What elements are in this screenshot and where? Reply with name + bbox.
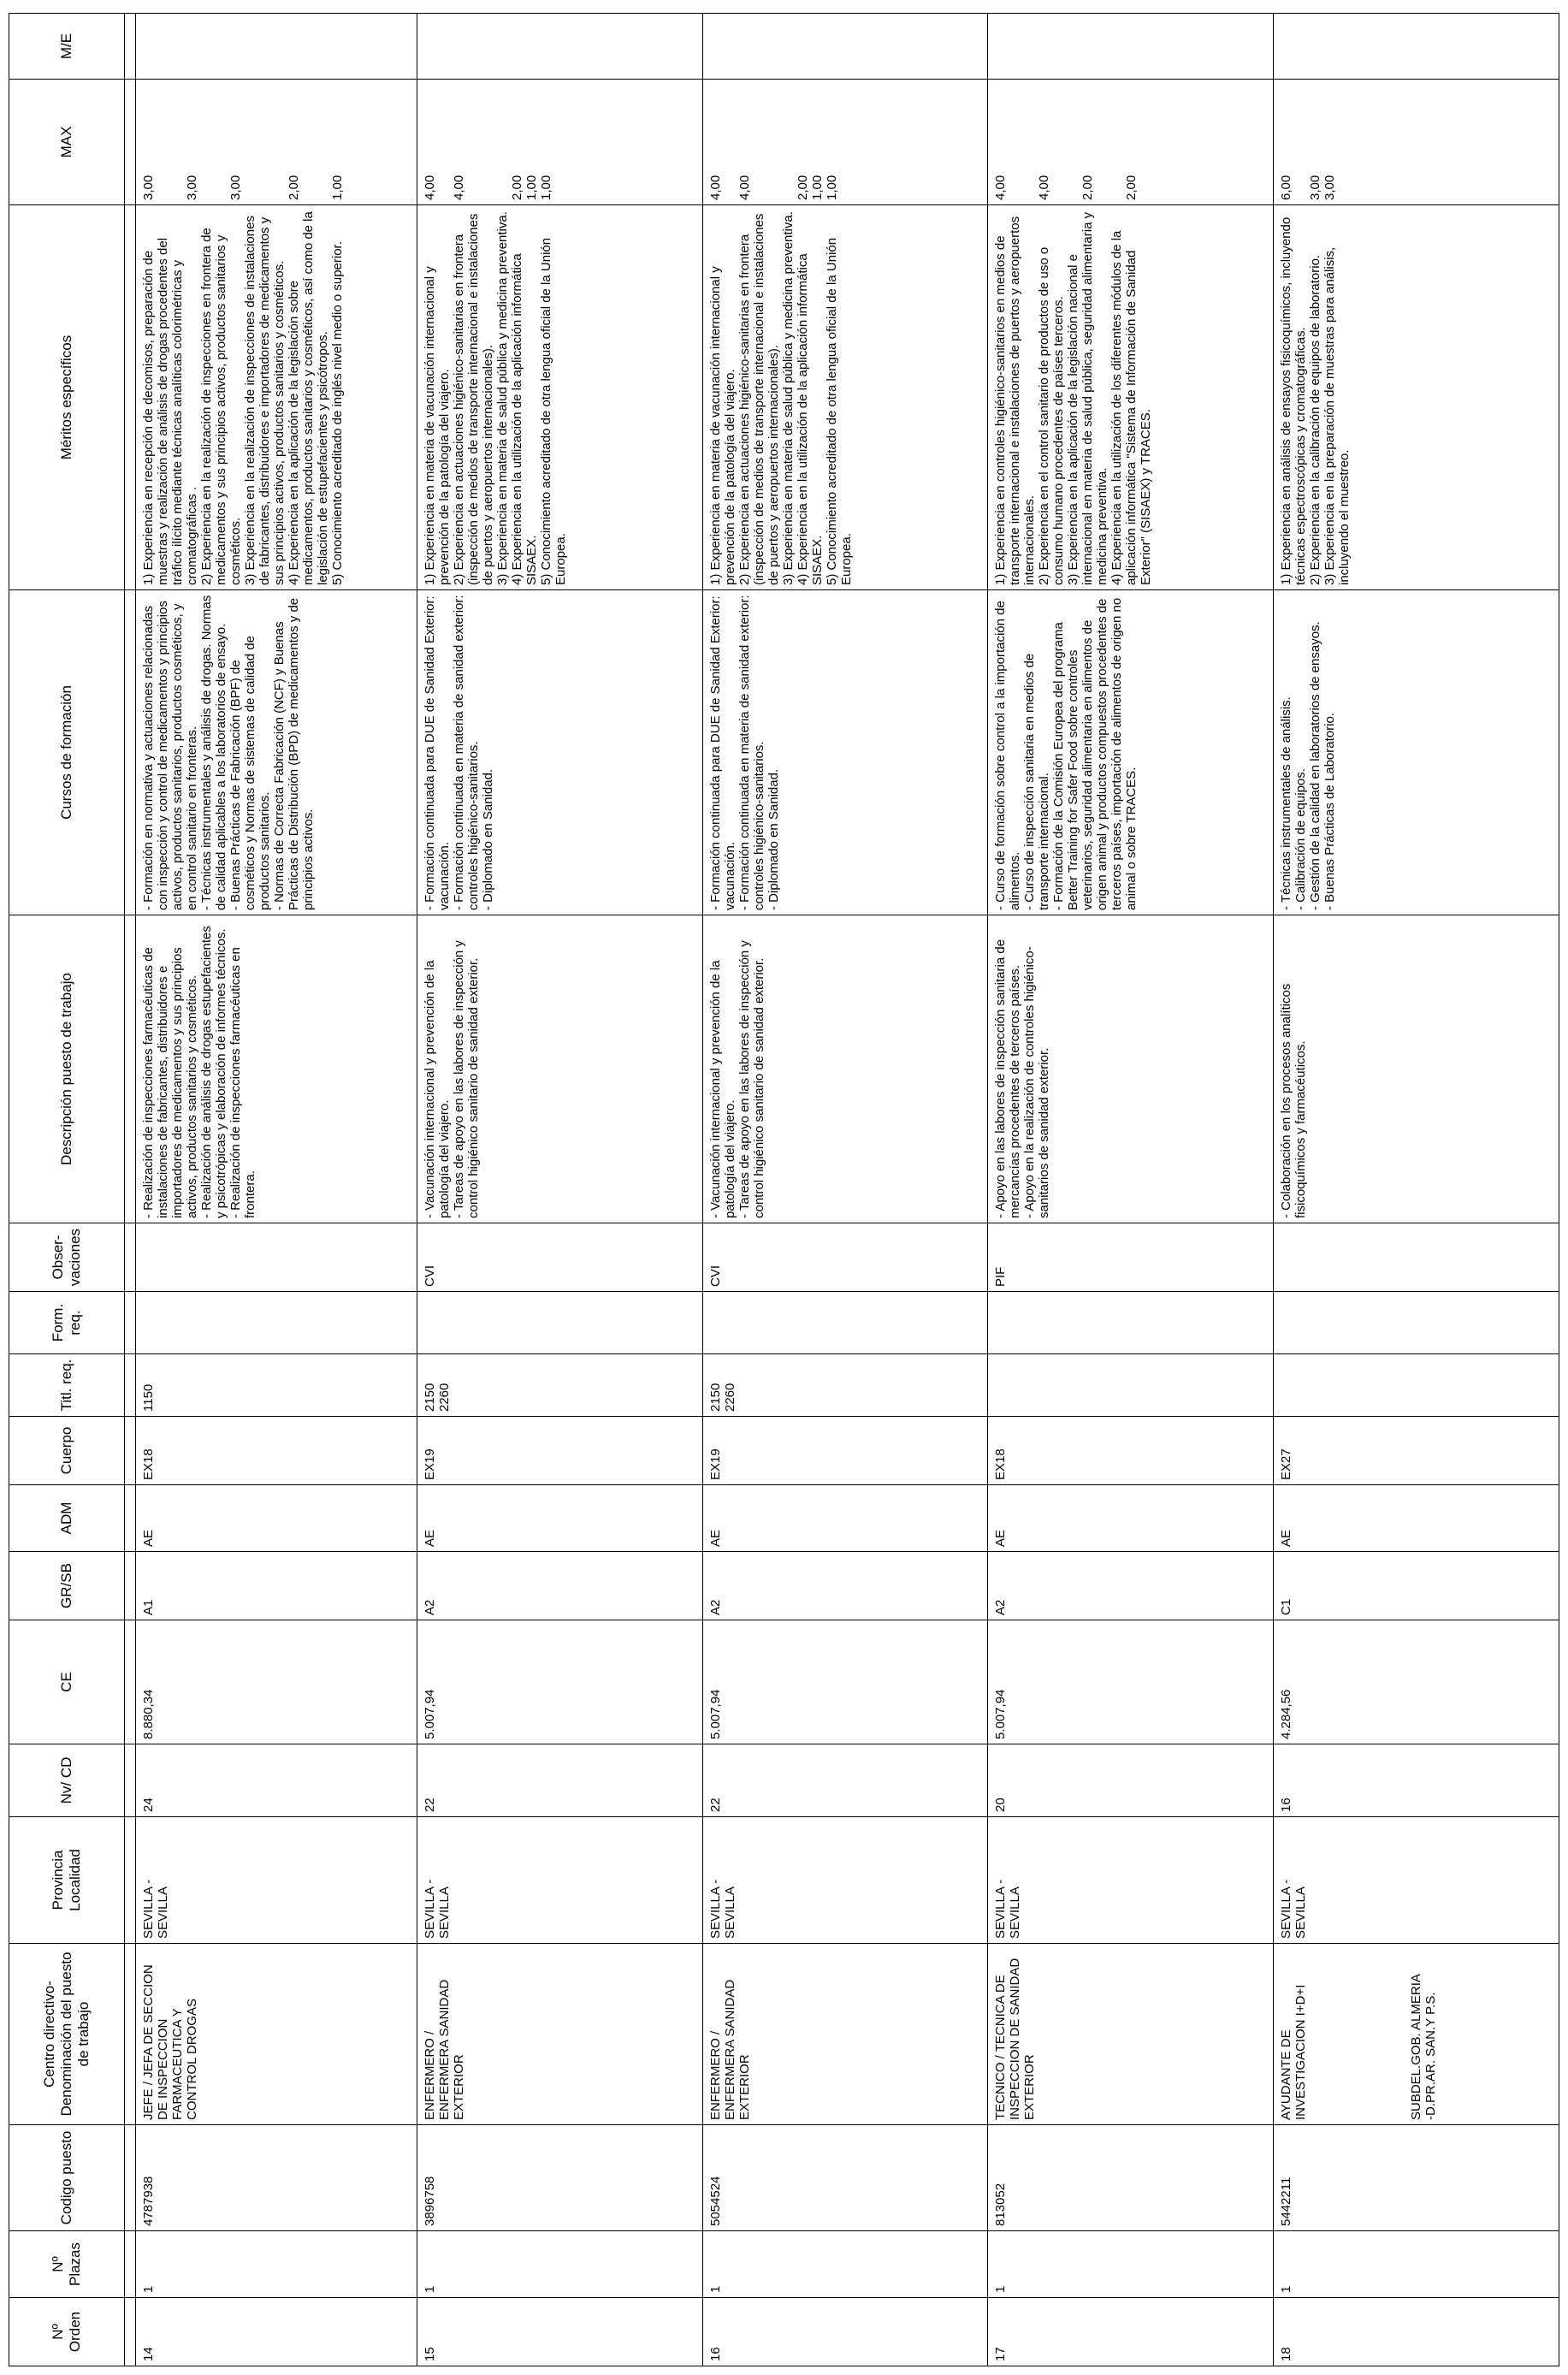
- cell-titreq: 2150 2260: [702, 1354, 988, 1417]
- cell-ce: 5.007,94: [417, 1620, 702, 1744]
- header-nivel: Nv/ CD: [9, 1744, 125, 1817]
- cell-orden: 14: [136, 2298, 417, 2366]
- cell-plazas: 1: [1274, 2231, 1559, 2298]
- cell-descripcion: - Vacunación internacional y prevención de la patología del viajero. - Tareas de apoyo en las labores de inspección y control higiénico sanitario de sanidad exterior.: [702, 915, 988, 1223]
- cell-adm: AE: [417, 1485, 702, 1552]
- cell-orden: 18: [1274, 2298, 1559, 2366]
- cell-adm: AE: [988, 1485, 1274, 1552]
- cell-codigo: 813052: [988, 2125, 1274, 2231]
- cell-meritos: 1) Experiencia en controles higiénico-sanitarios en medios de transporte internacional e instalaciones de puertos y aeropuertos internacionales. 2) Experiencia en el control sanitario de productos de uso o consumo humano procedentes de países terceros. 3) Experiencia en la aplicación de la legislación nacional e internacional en materia de salud pública, seguridad alimentaria y medicina preventiva. 4) Experiencia en la utilización de los diferentes módulos de la aplicación informática "Sistema de Información de Sanidad Exterior" (SISAEX) y TRACES.: [988, 205, 1274, 590]
- cell-max: 6,00 3,00 3,00: [1274, 80, 1559, 205]
- cell-cuerpo: EX18: [136, 1417, 417, 1485]
- cell-descripcion: - Apoyo en las labores de inspección sanitaria de mercancías procedentes de terceros países. - Apoyo en la realización de controles higiénico-sanitarios de sanidad exterior.: [988, 915, 1274, 1223]
- header-max: MAX: [9, 80, 125, 205]
- cell-formreq: [702, 1292, 988, 1354]
- table-row: [702, 14, 988, 2366]
- cell-me: [1274, 14, 1559, 80]
- cell-meritos: 1) Experiencia en recepción de decomisos, preparación de muestras y realización de análisis de drogas procedentes del tráfico ilícito mediante técnicas analíticas colorimétricas y cromatográficas . 2) Experiencia en la realización de inspecciones en frontera de medicamentos y sus principios activos, productos sanitarios y cosméticos. 3) Experiencia en la realización de inspecciones de instalaciones de fabricantes, distribuidores e importadores de medicamentos y sus principios activos, productos sanitarios y cosméticos. 4) Experiencia en la aplicación de la legislación sobre medicamentos, productos sanitarios y cosméticos, así como de la legislación de estupefacientes y psicótropos. 5) Conocimiento acreditado de inglés nivel medio o superior.: [136, 205, 417, 590]
- cell-grsb: A2: [988, 1552, 1274, 1620]
- cell-formreq: [988, 1292, 1274, 1354]
- cell-me: [988, 14, 1274, 80]
- cell-max: 3,00 3,00 3,00 2,00 1,00: [136, 80, 417, 205]
- cell-plazas: 1: [988, 2231, 1274, 2298]
- cell-titreq: [1274, 1354, 1559, 1417]
- cell-cuerpo: EX19: [417, 1417, 702, 1485]
- cell-titreq: 1150: [136, 1354, 417, 1417]
- cell-cuerpo: EX27: [1274, 1417, 1559, 1485]
- cell-ce: 4.284,56: [1274, 1620, 1559, 1744]
- cell-provincia: SEVILLA - SEVILLA: [988, 1817, 1274, 1944]
- header-row: [9, 14, 125, 2366]
- cell-grsb: A2: [417, 1552, 702, 1620]
- cell-cuerpo: EX19: [702, 1417, 988, 1485]
- cell-titreq: 2150 2260: [417, 1354, 702, 1417]
- cell-grsb: C1: [1274, 1552, 1559, 1620]
- cell-centro: [1274, 1944, 1559, 2125]
- cell-adm: AE: [702, 1485, 988, 1552]
- cell-max: 4,00 4,00 2,00 1,00 1,00: [702, 80, 988, 205]
- cell-plazas: 1: [136, 2231, 417, 2298]
- header-orden: Nº Orden: [9, 2298, 125, 2366]
- cell-nivel: 22: [417, 1744, 702, 1817]
- cell-centro: ENFERMERO / ENFERMERA SANIDAD EXTERIOR: [702, 1944, 988, 2125]
- cell-provincia: SEVILLA - SEVILLA: [702, 1817, 988, 1944]
- cell-me: [702, 14, 988, 80]
- cell-ce: 5.007,94: [988, 1620, 1274, 1744]
- header-codigo: Codigo puesto: [9, 2125, 125, 2231]
- cell-me: [136, 14, 417, 80]
- header-grsb: GR/SB: [9, 1552, 125, 1620]
- header-plazas: Nº Plazas: [9, 2231, 125, 2298]
- cell-nivel: 22: [702, 1744, 988, 1817]
- cell-cursos: - Formación en normativa y actuaciones relacionadas con inspección y control de medicamentos y principios activos, productos sanitarios, productos cosméticos, y en control sanitario en fronteras. - Técnicas instrumentales y análisis de drogas. Normas de calidad aplicables a los laboratorios de ensayo. - Buenas Prácticas de Fabricación (BPF) de cosméticos y Normas de sistemas de calidad de productos sanitarios. - Normas de Correcta Fabricación (NCF) y Buenas Prácticas de Distribución (BPD) de medicamentos y de principios activos.: [136, 590, 417, 915]
- cell-orden: 17: [988, 2298, 1274, 2366]
- cell-descripcion: - Vacunación internacional y prevención de la patología del viajero. - Tareas de apoyo en las labores de inspección y control higiénico sanitario de sanidad exterior.: [417, 915, 702, 1223]
- cell-meritos: 1) Experiencia en materia de vacunación internacional y prevención de la patología del viajero. 2) Experiencia en actuaciones higiénico-sanitarias en frontera (inspección de medios de transporte internacional e instalaciones de puertos y aeropuertos internacionales). 3) Experiencia en materia de salud pública y medicina preventiva. 4) Experiencia en la utilización de la aplicación informática SISAEX. 5) Conocimiento acreditado de otra lengua oficial de la Unión Europea.: [417, 205, 702, 590]
- cell-provincia: SEVILLA - SEVILLA: [136, 1817, 417, 1944]
- cell-provincia: SEVILLA - SEVILLA: [417, 1817, 702, 1944]
- header-titreq: Titl. req.: [9, 1354, 125, 1417]
- header-observaciones: Obser- vaciones: [9, 1223, 125, 1292]
- table-row: [417, 14, 702, 2366]
- cell-centro: ENFERMERO / ENFERMERA SANIDAD EXTERIOR: [417, 1944, 702, 2125]
- cell-observaciones: CVI: [417, 1223, 702, 1292]
- cell-ce: 8.880,34: [136, 1620, 417, 1744]
- cell-cuerpo: EX18: [988, 1417, 1274, 1485]
- cell-meritos: 1) Experiencia en materia de vacunación internacional y prevención de la patología del viajero. 2) Experiencia en actuaciones higiénico-sanitarias en frontera (inspección de medios de transporte internacional e instalaciones de puertos y aeropuertos internacionales). 3) Experiencia en materia de salud pública y medicina preventiva. 4) Experiencia en la utilización de la aplicación informática SISAEX. 5) Conocimiento acreditado de otra lengua oficial de la Unión Europea.: [702, 205, 988, 590]
- cell-codigo: 5054524: [702, 2125, 988, 2231]
- job-positions-table: [9, 13, 1559, 2366]
- table-row: [136, 14, 417, 2366]
- cell-max: 4,00 4,00 2,00 1,00 1,00: [417, 80, 702, 205]
- cell-codigo: 5442211: [1274, 2125, 1559, 2231]
- cell-me: [417, 14, 702, 80]
- cell-descripcion: - Colaboración en los procesos analíticos fisicoquímicos y farmacéuticos.: [1274, 915, 1559, 1223]
- cell-ce: 5.007,94: [702, 1620, 988, 1744]
- header-me: M/E: [9, 14, 125, 80]
- cell-cursos: - Técnicas instrumentales de análisis. - Calibración de equipos. - Gestión de la calidad en laboratorios de ensayos. - Buenas Prácticas de Laboratorio.: [1274, 590, 1559, 915]
- cell-centro: TECNICO / TECNICA DE INSPECCION DE SANIDAD EXTERIOR: [988, 1944, 1274, 2125]
- cell-codigo: 4787938: [136, 2125, 417, 2231]
- header-meritos: Méritos específicos: [9, 205, 125, 590]
- centro-subdelegacion: SUBDEL.GOB. ALMERIA -D.PR.AR. SAN.Y P.S.: [1409, 1974, 1439, 2120]
- header-ce: CE: [9, 1620, 125, 1744]
- cell-titreq: [988, 1354, 1274, 1417]
- cell-nivel: 24: [136, 1744, 417, 1817]
- cell-max: 4,00 4,00 2,00 2,00: [988, 80, 1274, 205]
- cell-provincia: SEVILLA - SEVILLA: [1274, 1817, 1559, 1944]
- table-row: [1274, 14, 1559, 2366]
- cell-observaciones: [136, 1223, 417, 1292]
- cell-cursos: - Formación continuada para DUE de Sanidad Exterior: vacunación. - Formación continuada en materia de sanidad exterior: controles higiénico-sanitarios. - Diplomado en Sanidad.: [417, 590, 702, 915]
- cell-orden: 15: [417, 2298, 702, 2366]
- cell-centro: JEFE / JEFA DE SECCION DE INSPECCION FARMACEUTICA Y CONTROL DROGAS: [136, 1944, 417, 2125]
- header-adm: ADM: [9, 1485, 125, 1552]
- cell-plazas: 1: [417, 2231, 702, 2298]
- cell-grsb: A2: [702, 1552, 988, 1620]
- cell-cursos: - Curso de formación sobre control a la importación de alimentos. - Curso de inspección sanitaria en medios de transporte internacional. - Formación de la Comisión Europea del programa Better Training for Safer Food sobre controles veterinarios, seguridad alimentaria en alimentos de origen animal y productos compuestos procedentes de terceros países, importación de alimentos de origen no animal o sobre TRACES.: [988, 590, 1274, 915]
- centro-denominacion: AYUDANTE DE INVESTIGACION I+D+I: [1279, 1984, 1309, 2120]
- cell-descripcion: - Realización de inspecciones farmacéuticas de instalaciones de fabricantes, distribuidores e importadores de medicamentos y sus principios activos, productos sanitarios y cosméticos. - Realización de análisis de drogas estupefacientes y psicotrópicas y elaboración de informes técnicos. - Realización de inspecciones farmacéuticas en frontera.: [136, 915, 417, 1223]
- cell-plazas: 1: [702, 2231, 988, 2298]
- header-formreq: Form. req.: [9, 1292, 125, 1354]
- header-centro: Centro directivo- Denominación del puesto de trabajo: [9, 1944, 125, 2125]
- cell-codigo: 3896758: [417, 2125, 702, 2231]
- cell-nivel: 20: [988, 1744, 1274, 1817]
- cell-observaciones: CVI: [702, 1223, 988, 1292]
- header-descripcion: Descripción puesto de trabajo: [9, 915, 125, 1223]
- header-cursos: Cursos de formación: [9, 590, 125, 915]
- cell-grsb: A1: [136, 1552, 417, 1620]
- cell-nivel: 16: [1274, 1744, 1559, 1817]
- cell-adm: AE: [136, 1485, 417, 1552]
- header-provincia: Provincia Localidad: [9, 1817, 125, 1944]
- header-cuerpo: Cuerpo: [9, 1417, 125, 1485]
- cell-formreq: [417, 1292, 702, 1354]
- cell-cursos: - Formación continuada para DUE de Sanidad Exterior: vacunación. - Formación continuada en materia de sanidad exterior: controles higiénico-sanitarios. - Diplomado en Sanidad.: [702, 590, 988, 915]
- cell-adm: AE: [1274, 1485, 1559, 1552]
- header-spacer-row: [125, 14, 136, 2366]
- cell-observaciones: [1274, 1223, 1559, 1292]
- cell-observaciones: PIF: [988, 1223, 1274, 1292]
- cell-meritos: 1) Experiencia en análisis de ensayos fisicoquímicos, incluyendo técnicas espectroscópicas y cromatográficas. 2) Experiencia en la calibración de equipos de laboratorio. 3) Experiencia en la preparación de muestras para análisis, incluyendo el muestreo.: [1274, 205, 1559, 590]
- cell-formreq: [1274, 1292, 1559, 1354]
- table-row: [988, 14, 1274, 2366]
- cell-orden: 16: [702, 2298, 988, 2366]
- cell-formreq: [136, 1292, 417, 1354]
